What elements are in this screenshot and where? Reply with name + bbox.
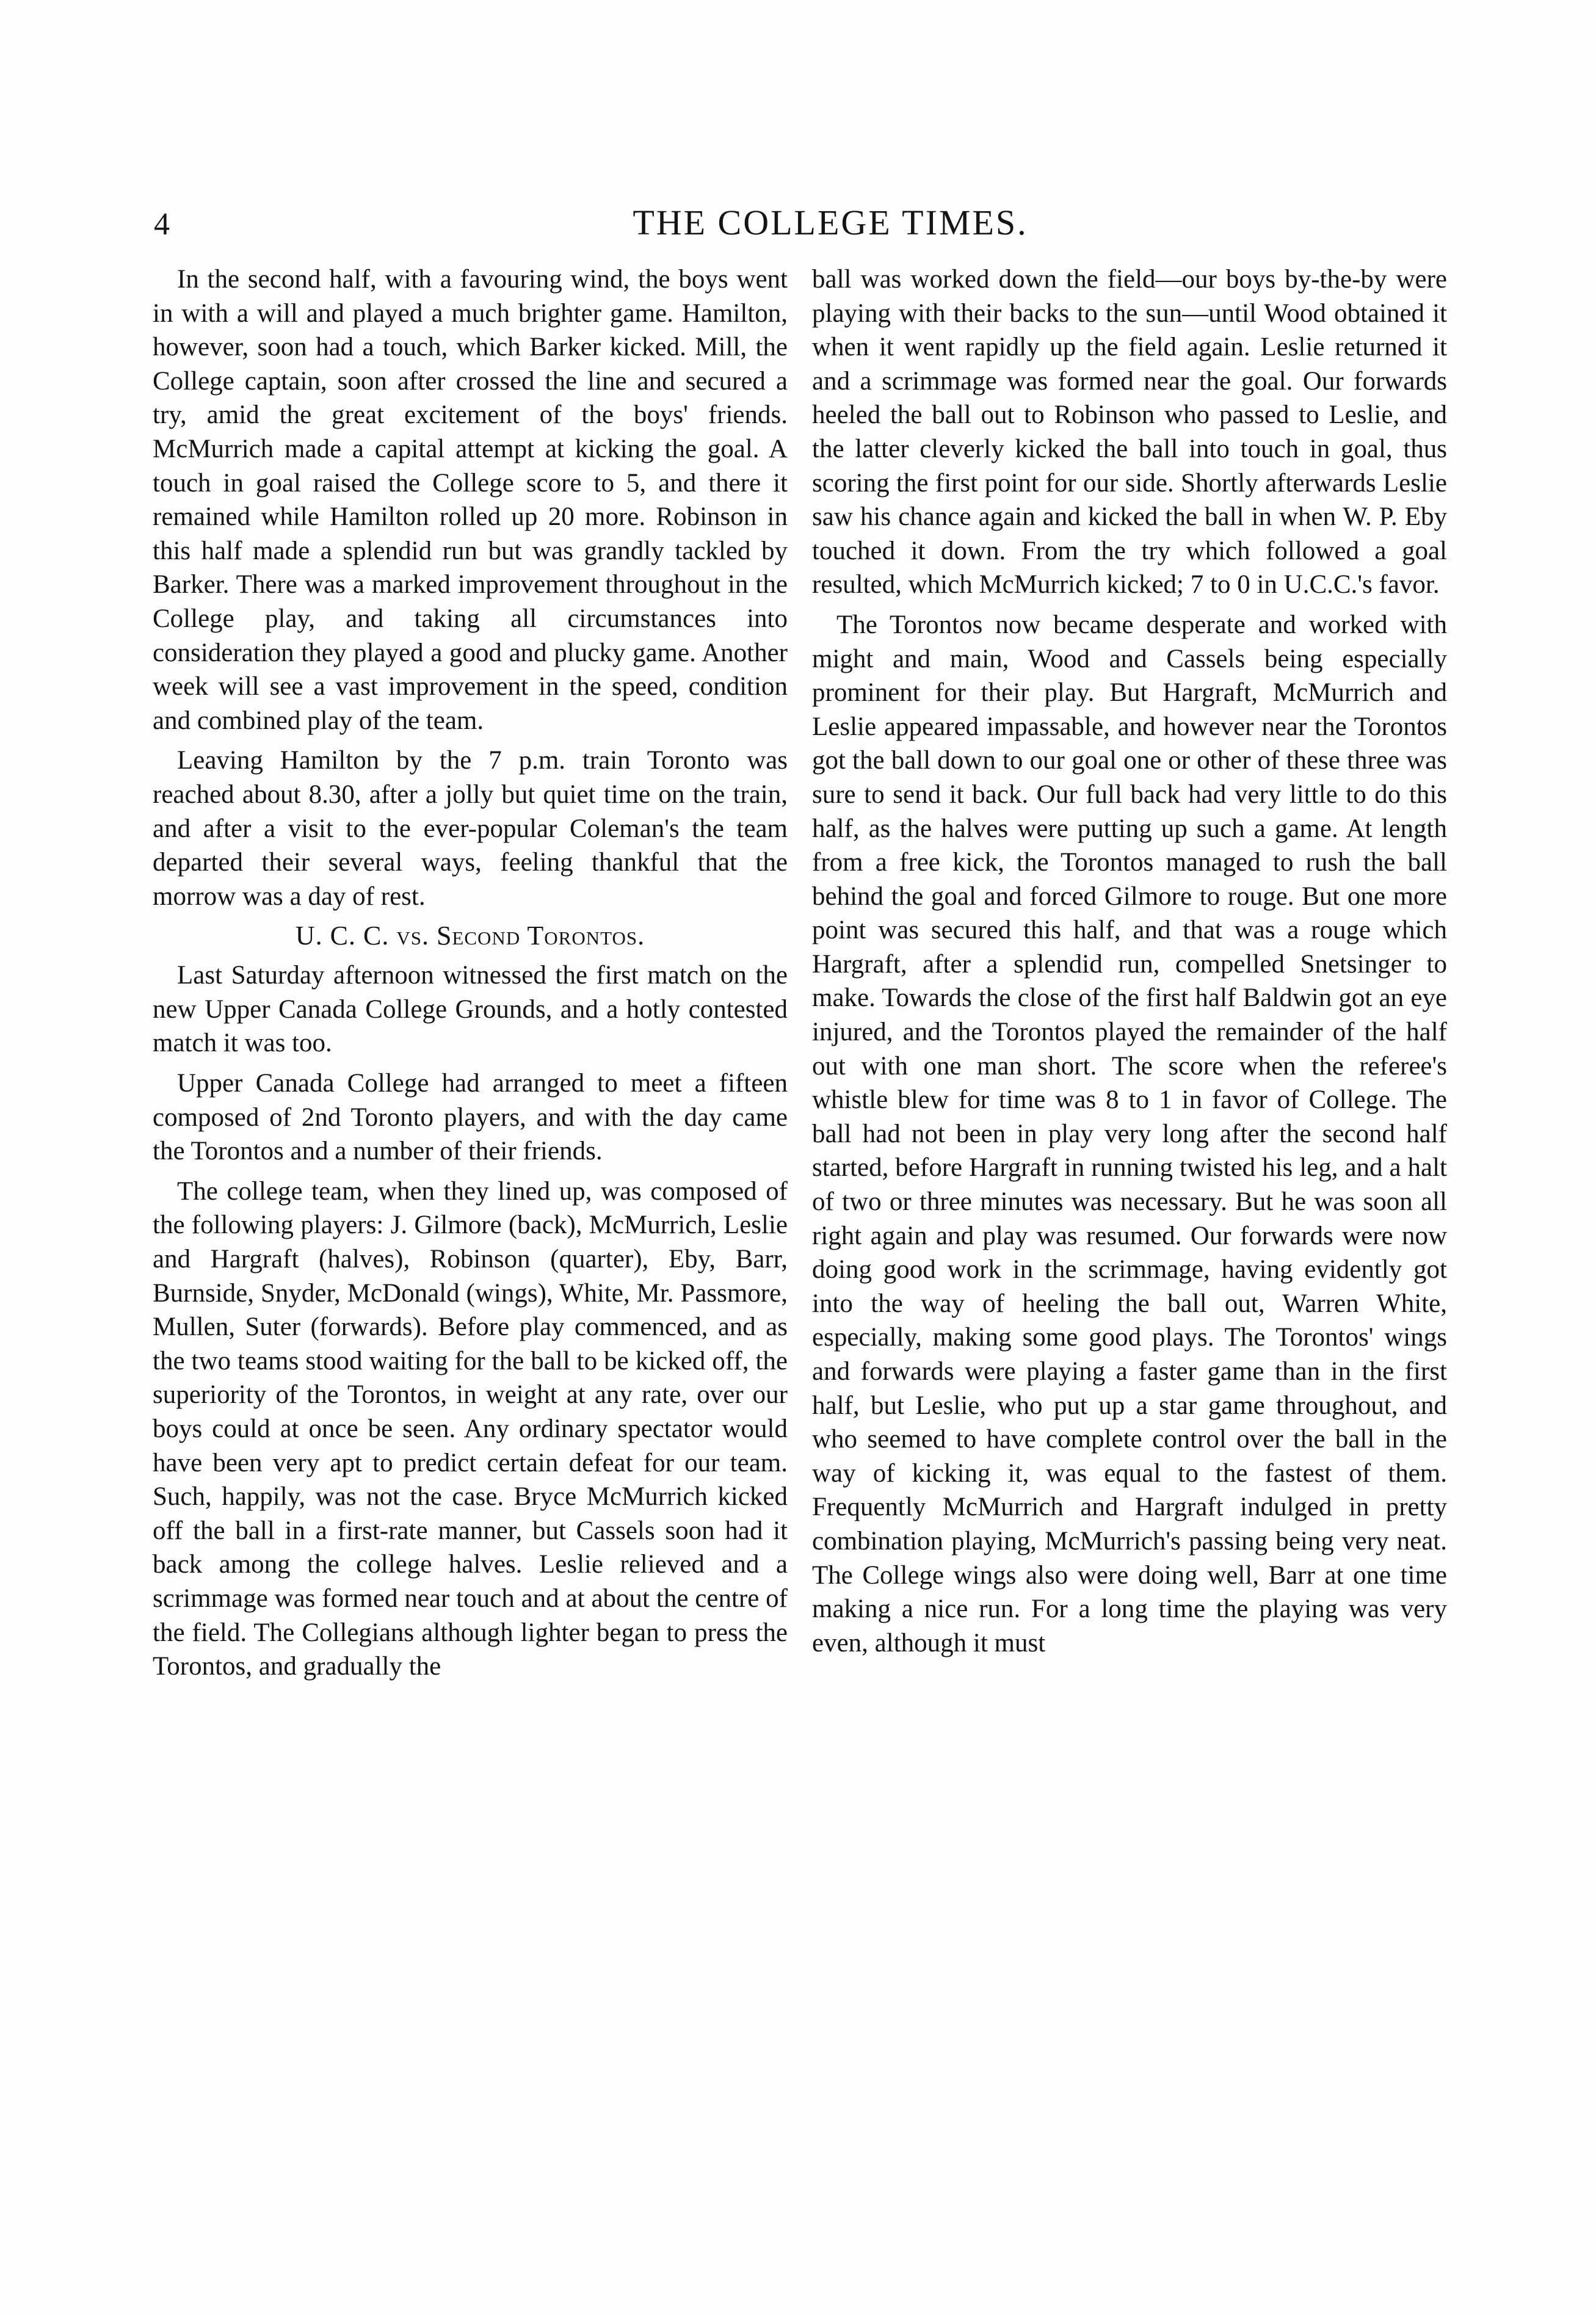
paragraph: Leaving Hamilton by the 7 p.m. train Toronto was reached about 8.30, after a jolly but quiet time on the train, and after a visit to the ever-popular Coleman's the team departed their several ways, feeling thankful that the morrow was a day of rest. bbox=[153, 746, 788, 911]
paragraph: In the second half, with a favouring wind, the boys went in with a will and played a much brighter game. Hamilton, however, soon had a touch, which Barker kicked. Mill, the College captain, soon after crossed the line and secured a try, amid the great excitement of the boys' friends. McMurrich made a capital attempt at kicking the goal. A touch in goal raised the College score to 5, and there it remained while Hamilton rolled up 20 more. Robinson in this half made a splendid run but was grandly tackled by Barker. There was a marked improvement throughout in the College play, and taking all circumstances into consideration they played a good and plucky game. Another week will see a vast improvement in the speed, condition and combined play of the team. bbox=[153, 265, 788, 735]
left-column bbox=[153, 263, 788, 1690]
section-heading: U. C. C. vs. Second Torontos. bbox=[295, 921, 645, 951]
paragraph: ball was worked down the field—our boys by-the-by were playing with their backs to the sun—until Wood obtained it when it went rapidly up the field again. Leslie returned it and a scrimmage was formed near the goal. Our forwards heeled the ball out to Robinson who passed to Leslie, and the latter cleverly kicked the ball into touch in goal, thus scoring the first point for our side. Shortly afterwards Leslie saw his chance again and kicked the ball in when W. P. Eby touched it down. From the try which followed a goal resulted, which McMurrich kicked; 7 to 0 in U.C.C.'s favor. bbox=[812, 265, 1447, 600]
running-head: THE COLLEGE TIMES. bbox=[633, 203, 1028, 242]
page-number: 4 bbox=[154, 207, 170, 242]
right-column bbox=[812, 263, 1447, 1666]
paragraph: Upper Canada College had arranged to meet a fifteen composed of 2nd Toronto players, and with the day came the Torontos and a number of their friends. bbox=[153, 1069, 788, 1166]
paragraph: Last Saturday afternoon witnessed the first match on the new Upper Canada College Grounds, and a hotly contested match it was too. bbox=[153, 961, 788, 1058]
paragraph: The college team, when they lined up, was composed of the following players: J. Gilmore (back), McMurrich, Leslie and Hargraft (halves), Robinson (quarter), Eby, Barr, Burnside, Snyder, McDonald (wings), White, Mr. Passmore, Mullen, Suter (forwards). Before play commenced, and as the two teams stood waiting for the ball to be kicked off, the superiority of the Torontos, in weight at any rate, over our boys could at once be seen. Any ordinary spectator would have been very apt to predict certain defeat for our team. Such, happily, was not the case. Bryce McMurrich kicked off the ball in a first-rate manner, but Cassels soon had it back among the college halves. Leslie relieved and a scrimmage was formed near touch and at about the centre of the field. The Collegians although lighter began to press the Torontos, and gradually the bbox=[153, 1176, 788, 1681]
paragraph: The Torontos now became desperate and worked with might and main, Wood and Cassels being especially prominent for their play. But Hargraft, McMurrich and Leslie appeared impassable, and however near the Torontos got the ball down to our goal one or other of these three was sure to send it back. Our full back had very little to do this half, as the halves were putting up such a game. At length from a free kick, the Torontos managed to rush the ball behind the goal and forced Gilmore to rouge. But one more point was secured this half, and that was a rouge which Hargraft, after a splendid run, compelled Snetsinger to make. Towards the close of the first half Baldwin got an eye injured, and the Torontos played the remainder of the half out with one man short. The score when the referee's whistle blew for time was 8 to 1 in favor of College. The ball had not been in play very long after the second half started, before Hargraft in running twisted his leg, and a halt of two or three minutes was necessary. But he was soon all right again and play was resumed. Our forwards were now doing good work in the scrimmage, having evidently got into the way of heeling the ball out, Warren White, especially, making some good plays. The Torontos' wings and forwards were playing a faster game than in the first half, but Leslie, who put up a star game throughout, and who seemed to have complete control over the ball in the way of kicking it, was equal to the fastest of them. Frequently McMurrich and Hargraft indulged in pretty combination playing, McMurrich's passing being very neat. The College wings also were doing well, Barr at one time making a nice run. For a long time the playing was very even, although it must bbox=[812, 610, 1447, 1657]
